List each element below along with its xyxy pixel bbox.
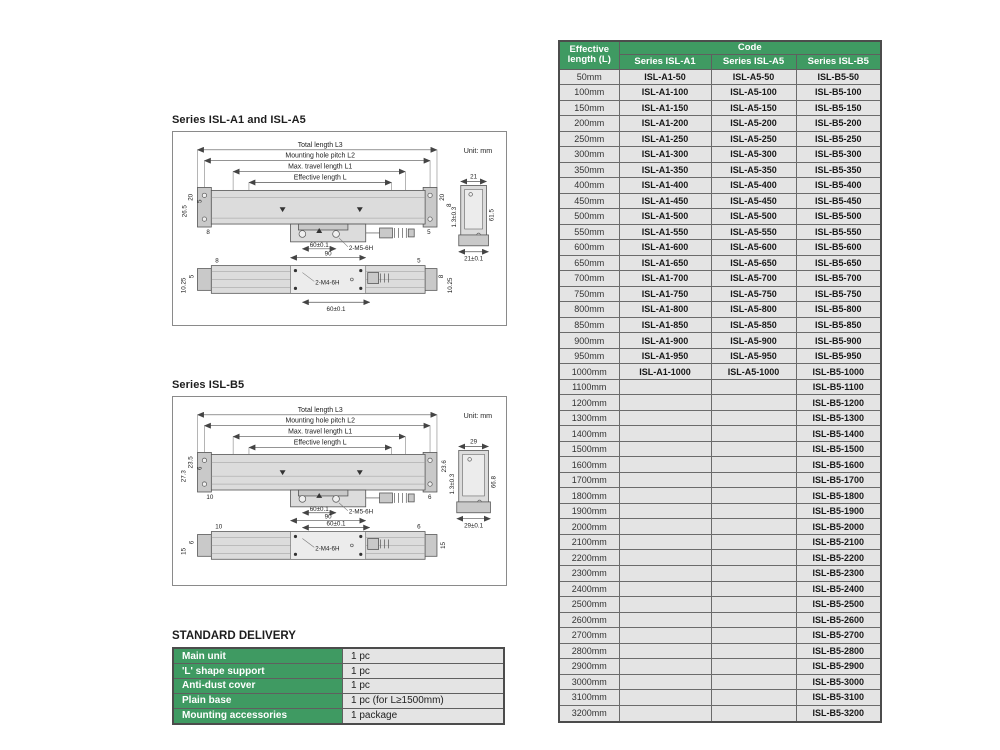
dim-fl-outer: 26.5 bbox=[181, 205, 189, 218]
code-cell-a5 bbox=[711, 674, 796, 690]
table-row bbox=[559, 503, 881, 519]
dim-fl-top: 20 bbox=[187, 193, 195, 201]
code-cell-b5: ISL-B5-1200 bbox=[796, 395, 881, 411]
code-cell-a1 bbox=[619, 534, 711, 550]
code-cell-b5: ISL-B5-350 bbox=[796, 162, 881, 178]
code-cell-len: 2400mm bbox=[559, 581, 619, 597]
code-cell-b5: ISL-B5-1500 bbox=[796, 441, 881, 457]
code-cell-a5 bbox=[711, 643, 796, 659]
dim-fl-bot: 8 bbox=[206, 228, 210, 236]
delivery-cell-item: 'L' shape support bbox=[173, 664, 343, 679]
delivery-cell-item: Anti-dust cover bbox=[173, 679, 343, 694]
dim-reader-thread: 2-M5-6H bbox=[348, 508, 374, 516]
table-row bbox=[559, 628, 881, 644]
code-cell-b5: ISL-B5-2700 bbox=[796, 628, 881, 644]
code-cell-a1 bbox=[619, 612, 711, 628]
dim-ev-left: 1.3±0.3 bbox=[450, 206, 458, 228]
code-cell-a1: ISL-A1-550 bbox=[619, 224, 711, 240]
code-table-header-series-a1: Series ISL-A1 bbox=[619, 54, 711, 69]
code-cell-b5: ISL-B5-900 bbox=[796, 333, 881, 349]
table-row bbox=[559, 209, 881, 225]
code-cell-b5: ISL-B5-2900 bbox=[796, 659, 881, 675]
code-cell-b5: ISL-B5-2300 bbox=[796, 566, 881, 582]
code-cell-a5 bbox=[711, 659, 796, 675]
table-row bbox=[559, 690, 881, 706]
code-cell-a5: ISL-A5-850 bbox=[711, 317, 796, 333]
delivery-cell-qty: 1 pc bbox=[343, 648, 505, 664]
code-cell-a5: ISL-A5-400 bbox=[711, 178, 796, 194]
dim-ev-bot: 21±0.1 bbox=[464, 255, 484, 263]
table-row bbox=[173, 708, 504, 724]
code-cell-a1 bbox=[619, 503, 711, 519]
code-cell-b5: ISL-B5-1900 bbox=[796, 503, 881, 519]
dim-ev-bot: 29±0.1 bbox=[464, 522, 484, 530]
code-cell-len: 400mm bbox=[559, 178, 619, 194]
code-cell-len: 550mm bbox=[559, 224, 619, 240]
dim-ev-top: 21 bbox=[470, 173, 478, 181]
code-cell-a5 bbox=[711, 503, 796, 519]
table-row bbox=[559, 426, 881, 442]
table-row bbox=[559, 178, 881, 194]
code-cell-b5: ISL-B5-1800 bbox=[796, 488, 881, 504]
code-cell-len: 1500mm bbox=[559, 441, 619, 457]
table-row bbox=[559, 364, 881, 380]
code-cell-b5: ISL-B5-50 bbox=[796, 69, 881, 85]
linear-scale-drawing-b bbox=[173, 397, 506, 585]
table-row bbox=[559, 597, 881, 613]
code-cell-len: 3100mm bbox=[559, 690, 619, 706]
table-row bbox=[559, 379, 881, 395]
code-cell-a1 bbox=[619, 643, 711, 659]
delivery-cell-qty: 1 pc (for L≥1500mm) bbox=[343, 693, 505, 708]
code-cell-a5: ISL-A5-1000 bbox=[711, 364, 796, 380]
code-cell-a5: ISL-A5-200 bbox=[711, 116, 796, 132]
code-cell-b5: ISL-B5-300 bbox=[796, 147, 881, 163]
dim-fl-outer: 27.3 bbox=[180, 470, 188, 483]
code-cell-a5: ISL-A5-600 bbox=[711, 240, 796, 256]
code-cell-a1: ISL-A1-700 bbox=[619, 271, 711, 287]
code-cell-b5: ISL-B5-950 bbox=[796, 348, 881, 364]
dim-mounting-pitch: Mounting hole pitch L2 bbox=[285, 417, 355, 425]
code-cell-a5 bbox=[711, 472, 796, 488]
table-row bbox=[559, 193, 881, 209]
code-cell-a1: ISL-A1-900 bbox=[619, 333, 711, 349]
code-cell-a1: ISL-A1-650 bbox=[619, 255, 711, 271]
code-cell-len: 2200mm bbox=[559, 550, 619, 566]
code-cell-a1 bbox=[619, 410, 711, 426]
code-cell-a1: ISL-A1-200 bbox=[619, 116, 711, 132]
dim-total-length: Total length L3 bbox=[297, 141, 343, 149]
code-cell-len: 500mm bbox=[559, 209, 619, 225]
code-cell-a1 bbox=[619, 566, 711, 582]
table-row bbox=[559, 240, 881, 256]
code-cell-len: 2700mm bbox=[559, 628, 619, 644]
code-cell-a1: ISL-A1-100 bbox=[619, 85, 711, 101]
code-cell-len: 200mm bbox=[559, 116, 619, 132]
code-cell-len: 1400mm bbox=[559, 426, 619, 442]
dim-bv-l3: 15 bbox=[180, 547, 188, 555]
code-cell-b5: ISL-B5-2600 bbox=[796, 612, 881, 628]
code-cell-b5: ISL-B5-3000 bbox=[796, 674, 881, 690]
dim-reader-thread: 2-M5-6H bbox=[348, 244, 374, 252]
code-cell-a5: ISL-A5-900 bbox=[711, 333, 796, 349]
table-row bbox=[559, 472, 881, 488]
code-cell-a5: ISL-A5-550 bbox=[711, 224, 796, 240]
code-cell-len: 350mm bbox=[559, 162, 619, 178]
code-cell-b5: ISL-B5-100 bbox=[796, 85, 881, 101]
code-cell-b5: ISL-B5-600 bbox=[796, 240, 881, 256]
table-row bbox=[559, 271, 881, 287]
dim-max-travel: Max. travel length L1 bbox=[288, 163, 353, 171]
code-cell-len: 1800mm bbox=[559, 488, 619, 504]
code-cell-len: 3000mm bbox=[559, 674, 619, 690]
code-cell-a1: ISL-A1-500 bbox=[619, 209, 711, 225]
code-cell-a1: ISL-A1-950 bbox=[619, 348, 711, 364]
code-cell-a1 bbox=[619, 690, 711, 706]
code-cell-len: 2900mm bbox=[559, 659, 619, 675]
dim-bv-l3: 10.25 bbox=[180, 277, 188, 294]
code-cell-a1 bbox=[619, 472, 711, 488]
diagram-a-panel bbox=[172, 131, 507, 326]
code-cell-len: 1000mm bbox=[559, 364, 619, 380]
code-cell-a5: ISL-A5-150 bbox=[711, 100, 796, 116]
code-cell-b5: ISL-B5-650 bbox=[796, 255, 881, 271]
code-cell-a1 bbox=[619, 379, 711, 395]
dim-fl-inner: 5 bbox=[196, 199, 204, 204]
dim-fr-top: 20 bbox=[438, 193, 446, 201]
dim-max-travel: Max. travel length L1 bbox=[288, 428, 353, 436]
standard-delivery-table bbox=[172, 647, 505, 725]
linear-scale-drawing-a bbox=[173, 132, 506, 325]
table-row bbox=[559, 85, 881, 101]
delivery-cell-item: Mounting accessories bbox=[173, 708, 343, 724]
dim-bottom-pitch: 60±0.1 bbox=[326, 520, 346, 528]
code-cell-a1 bbox=[619, 395, 711, 411]
code-cell-a1 bbox=[619, 488, 711, 504]
code-cell-a1: ISL-A1-600 bbox=[619, 240, 711, 256]
code-cell-len: 900mm bbox=[559, 333, 619, 349]
dim-ev-right: 61.5 bbox=[488, 209, 496, 222]
dim-ev-left: 1.3±0.3 bbox=[448, 473, 456, 495]
dim-reader-base: 90 bbox=[324, 250, 332, 258]
delivery-cell-item: Main unit bbox=[173, 648, 343, 664]
code-cell-a1 bbox=[619, 426, 711, 442]
code-cell-a5 bbox=[711, 426, 796, 442]
code-cell-len: 3200mm bbox=[559, 705, 619, 722]
code-cell-b5: ISL-B5-700 bbox=[796, 271, 881, 287]
table-row bbox=[559, 255, 881, 271]
table-row bbox=[173, 648, 504, 664]
dim-ev-right: 66.8 bbox=[490, 476, 498, 489]
table-row bbox=[559, 534, 881, 550]
code-cell-b5: ISL-B5-1600 bbox=[796, 457, 881, 473]
code-cell-a5: ISL-A5-650 bbox=[711, 255, 796, 271]
table-row bbox=[559, 286, 881, 302]
code-cell-a5 bbox=[711, 566, 796, 582]
code-cell-a1 bbox=[619, 457, 711, 473]
code-cell-len: 1200mm bbox=[559, 395, 619, 411]
table-row bbox=[559, 457, 881, 473]
table-row bbox=[559, 131, 881, 147]
dim-bv-l1: 10 bbox=[215, 523, 223, 531]
dim-fr-bot: 6 bbox=[428, 493, 432, 501]
code-cell-len: 650mm bbox=[559, 255, 619, 271]
code-cell-a5 bbox=[711, 581, 796, 597]
dim-bv-r3: 10.25 bbox=[446, 277, 454, 294]
code-cell-a5 bbox=[711, 395, 796, 411]
code-cell-a1 bbox=[619, 441, 711, 457]
code-cell-len: 1300mm bbox=[559, 410, 619, 426]
code-cell-b5: ISL-B5-1400 bbox=[796, 426, 881, 442]
dim-total-length: Total length L3 bbox=[297, 406, 343, 414]
delivery-cell-qty: 1 pc bbox=[343, 664, 505, 679]
code-cell-len: 950mm bbox=[559, 348, 619, 364]
table-row bbox=[559, 348, 881, 364]
code-cell-a1 bbox=[619, 674, 711, 690]
code-cell-len: 2000mm bbox=[559, 519, 619, 535]
dim-bv-l1: 8 bbox=[215, 257, 219, 265]
table-row bbox=[559, 317, 881, 333]
dim-fl-inner: 6 bbox=[196, 466, 204, 470]
code-table-header-code: Code bbox=[619, 41, 881, 54]
code-cell-b5: ISL-B5-500 bbox=[796, 209, 881, 225]
code-cell-a5: ISL-A5-50 bbox=[711, 69, 796, 85]
diagram-b-panel bbox=[172, 396, 507, 586]
table-row bbox=[559, 612, 881, 628]
code-cell-len: 300mm bbox=[559, 147, 619, 163]
table-row bbox=[559, 519, 881, 535]
code-cell-len: 2600mm bbox=[559, 612, 619, 628]
code-cell-a5 bbox=[711, 410, 796, 426]
dim-ev-top: 29 bbox=[470, 438, 478, 446]
code-cell-a1: ISL-A1-800 bbox=[619, 302, 711, 318]
diagram-a-title: Series ISL-A1 and ISL-A5 bbox=[172, 114, 306, 126]
table-row bbox=[559, 69, 881, 85]
code-cell-b5: ISL-B5-850 bbox=[796, 317, 881, 333]
code-cell-a5: ISL-A5-500 bbox=[711, 209, 796, 225]
code-cell-b5: ISL-B5-750 bbox=[796, 286, 881, 302]
table-row bbox=[559, 333, 881, 349]
code-cell-a5 bbox=[711, 488, 796, 504]
code-cell-b5: ISL-B5-2400 bbox=[796, 581, 881, 597]
code-cell-a1: ISL-A1-850 bbox=[619, 317, 711, 333]
dim-mounting-pitch: Mounting hole pitch L2 bbox=[285, 152, 355, 160]
code-cell-len: 1100mm bbox=[559, 379, 619, 395]
code-cell-a5: ISL-A5-100 bbox=[711, 85, 796, 101]
code-cell-a1 bbox=[619, 659, 711, 675]
code-cell-len: 700mm bbox=[559, 271, 619, 287]
delivery-cell-item: Plain base bbox=[173, 693, 343, 708]
code-cell-b5: ISL-B5-450 bbox=[796, 193, 881, 209]
code-cell-b5: ISL-B5-1700 bbox=[796, 472, 881, 488]
dim-effective-length: Effective length L bbox=[293, 174, 347, 182]
code-cell-b5: ISL-B5-200 bbox=[796, 116, 881, 132]
dim-bottom-pitch: 60±0.1 bbox=[326, 306, 346, 314]
code-cell-a5: ISL-A5-700 bbox=[711, 271, 796, 287]
table-row bbox=[559, 116, 881, 132]
table-row bbox=[559, 224, 881, 240]
dim-fr-bot: 5 bbox=[427, 228, 431, 236]
table-row bbox=[559, 566, 881, 582]
dim-bv-r1: 6 bbox=[417, 523, 421, 531]
code-cell-a1: ISL-A1-150 bbox=[619, 100, 711, 116]
code-cell-len: 100mm bbox=[559, 85, 619, 101]
code-cell-b5: ISL-B5-2500 bbox=[796, 597, 881, 613]
diagram-b-title: Series ISL-B5 bbox=[172, 379, 245, 391]
code-cell-b5: ISL-B5-400 bbox=[796, 178, 881, 194]
code-cell-b5: ISL-B5-1100 bbox=[796, 379, 881, 395]
table-row bbox=[559, 395, 881, 411]
code-cell-a1 bbox=[619, 705, 711, 722]
code-cell-len: 2800mm bbox=[559, 643, 619, 659]
table-row bbox=[559, 659, 881, 675]
dim-fl-top: 23.5 bbox=[187, 456, 195, 469]
delivery-cell-qty: 1 package bbox=[343, 708, 505, 724]
code-cell-a5 bbox=[711, 628, 796, 644]
code-cell-len: 850mm bbox=[559, 317, 619, 333]
dim-bottom-thread: 2-M4-6H bbox=[315, 545, 340, 553]
code-cell-len: 600mm bbox=[559, 240, 619, 256]
table-row bbox=[173, 693, 504, 708]
code-cell-a1 bbox=[619, 519, 711, 535]
code-table-header-series-b5: Series ISL-B5 bbox=[796, 54, 881, 69]
code-cell-a5 bbox=[711, 612, 796, 628]
dim-bv-r1: 5 bbox=[417, 257, 421, 265]
code-cell-b5: ISL-B5-1300 bbox=[796, 410, 881, 426]
code-cell-a5 bbox=[711, 597, 796, 613]
code-cell-b5: ISL-B5-3100 bbox=[796, 690, 881, 706]
code-table-header-effective-length: Effective length (L) bbox=[559, 41, 619, 69]
code-cell-a1: ISL-A1-300 bbox=[619, 147, 711, 163]
dim-bv-r2: 15 bbox=[439, 541, 447, 549]
code-cell-len: 1700mm bbox=[559, 472, 619, 488]
table-row bbox=[559, 100, 881, 116]
table-row bbox=[559, 674, 881, 690]
code-cell-len: 2300mm bbox=[559, 566, 619, 582]
code-cell-a5 bbox=[711, 457, 796, 473]
code-cell-len: 1900mm bbox=[559, 503, 619, 519]
delivery-cell-qty: 1 pc bbox=[343, 679, 505, 694]
code-cell-b5: ISL-B5-2100 bbox=[796, 534, 881, 550]
dim-reader-pitch: 60±0.1 bbox=[309, 505, 329, 513]
code-cell-a5 bbox=[711, 705, 796, 722]
code-cell-a1: ISL-A1-250 bbox=[619, 131, 711, 147]
table-row bbox=[173, 664, 504, 679]
table-row bbox=[559, 705, 881, 722]
table-row bbox=[559, 550, 881, 566]
code-cell-len: 50mm bbox=[559, 69, 619, 85]
code-cell-a5: ISL-A5-750 bbox=[711, 286, 796, 302]
code-cell-a1: ISL-A1-400 bbox=[619, 178, 711, 194]
code-cell-a5: ISL-A5-250 bbox=[711, 131, 796, 147]
code-cell-a5: ISL-A5-450 bbox=[711, 193, 796, 209]
code-cell-a5 bbox=[711, 379, 796, 395]
code-cell-b5: ISL-B5-2800 bbox=[796, 643, 881, 659]
table-row bbox=[559, 581, 881, 597]
code-cell-len: 2500mm bbox=[559, 597, 619, 613]
code-cell-a5: ISL-A5-950 bbox=[711, 348, 796, 364]
code-cell-a5 bbox=[711, 441, 796, 457]
code-cell-len: 800mm bbox=[559, 302, 619, 318]
code-cell-a5: ISL-A5-300 bbox=[711, 147, 796, 163]
dim-fr-top: 23.6 bbox=[440, 460, 448, 473]
table-row bbox=[559, 147, 881, 163]
table-row bbox=[559, 441, 881, 457]
code-cell-len: 450mm bbox=[559, 193, 619, 209]
code-cell-len: 750mm bbox=[559, 286, 619, 302]
table-row bbox=[559, 488, 881, 504]
code-cell-len: 1600mm bbox=[559, 457, 619, 473]
code-cell-len: 2100mm bbox=[559, 534, 619, 550]
code-cell-a5: ISL-A5-800 bbox=[711, 302, 796, 318]
code-cell-a5: ISL-A5-350 bbox=[711, 162, 796, 178]
code-cell-a1: ISL-A1-750 bbox=[619, 286, 711, 302]
unit-label: Unit: mm bbox=[463, 411, 493, 420]
code-cell-a1 bbox=[619, 550, 711, 566]
dim-bv-r2: 8 bbox=[437, 274, 445, 279]
code-cell-a1: ISL-A1-450 bbox=[619, 193, 711, 209]
code-cell-a5 bbox=[711, 534, 796, 550]
code-cell-a1: ISL-A1-1000 bbox=[619, 364, 711, 380]
code-cell-b5: ISL-B5-2200 bbox=[796, 550, 881, 566]
table-row bbox=[559, 643, 881, 659]
code-table-header-series-a5: Series ISL-A5 bbox=[711, 54, 796, 69]
code-cell-b5: ISL-B5-1000 bbox=[796, 364, 881, 380]
delivery-title: STANDARD DELIVERY bbox=[172, 630, 296, 642]
table-row bbox=[173, 679, 504, 694]
code-cell-b5: ISL-B5-800 bbox=[796, 302, 881, 318]
code-cell-a1: ISL-A1-350 bbox=[619, 162, 711, 178]
code-cell-a1: ISL-A1-50 bbox=[619, 69, 711, 85]
code-cell-b5: ISL-B5-2000 bbox=[796, 519, 881, 535]
code-cell-a1 bbox=[619, 628, 711, 644]
code-cell-a5 bbox=[711, 690, 796, 706]
code-cell-a1 bbox=[619, 597, 711, 613]
dim-reader-base: 90 bbox=[324, 513, 332, 521]
code-cell-a5 bbox=[711, 519, 796, 535]
table-row bbox=[559, 162, 881, 178]
table-row bbox=[559, 410, 881, 426]
code-cell-b5: ISL-B5-150 bbox=[796, 100, 881, 116]
code-cell-a1 bbox=[619, 581, 711, 597]
code-cell-len: 150mm bbox=[559, 100, 619, 116]
dim-fr-inner: 8 bbox=[445, 203, 453, 207]
code-cell-b5: ISL-B5-3200 bbox=[796, 705, 881, 722]
dim-reader-pitch: 60±0.1 bbox=[309, 241, 329, 249]
dim-bv-l2: 6 bbox=[188, 540, 196, 545]
table-row bbox=[559, 302, 881, 318]
dim-fl-bot: 10 bbox=[206, 493, 214, 501]
code-cell-len: 250mm bbox=[559, 131, 619, 147]
code-cell-a5 bbox=[711, 550, 796, 566]
code-cell-b5: ISL-B5-550 bbox=[796, 224, 881, 240]
code-table bbox=[558, 40, 882, 723]
dim-bv-l2: 5 bbox=[188, 274, 196, 279]
dim-effective-length: Effective length L bbox=[293, 439, 347, 447]
unit-label: Unit: mm bbox=[463, 146, 493, 155]
dim-bottom-thread: 2-M4-6H bbox=[315, 279, 340, 287]
code-cell-b5: ISL-B5-250 bbox=[796, 131, 881, 147]
